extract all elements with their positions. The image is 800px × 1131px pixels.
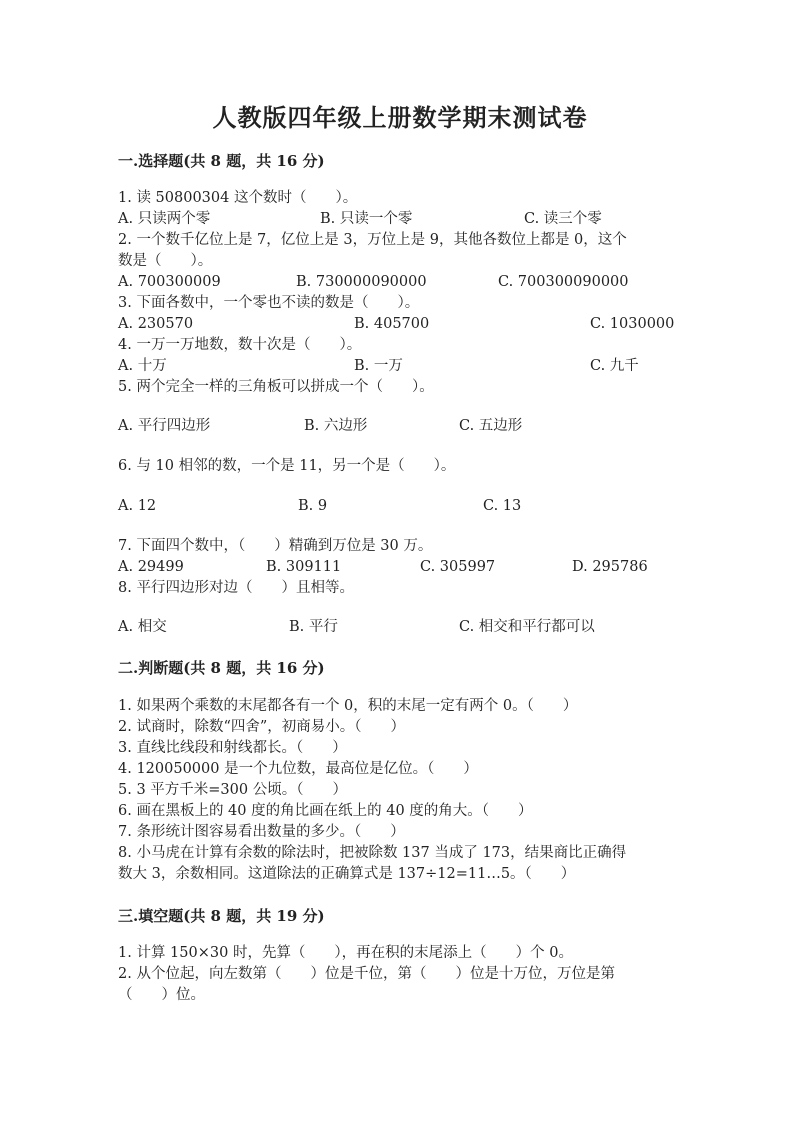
option: A. 230570 [118,316,194,332]
option: B. 平行 [289,619,338,635]
judge-item: 6. 画在黑板上的 40 度的角比画在纸上的 40 度的角大。（ ） [118,803,533,819]
option: C. 读三个零 [524,211,602,227]
option: B. 只读一个零 [320,211,413,227]
judge-item-continued: 数大 3，余数相同。这道除法的正确算式是 137÷12=11…5。（ ） [118,866,576,882]
option: B. 一万 [354,358,403,374]
option: C. 305997 [420,559,496,575]
judge-item: 3. 直线比线段和射线都长。（ ） [118,740,347,756]
question-stem: 7. 下面四个数中，（ ）精确到万位是 30 万。 [118,538,433,554]
option: B. 405700 [354,316,430,332]
option: C. 五边形 [459,418,523,434]
judge-item: 1. 如果两个乘数的末尾都各有一个 0，积的末尾一定有两个 0。（ ） [118,698,578,714]
option: A. 700300009 [118,274,221,290]
page-title: 人教版四年级上册数学期末测试卷 [212,103,588,132]
option: B. 730000090000 [296,274,427,290]
fill-item: 1. 计算 150×30 时，先算（ ），再在积的末尾添上（ ）个 0。 [118,945,574,961]
option: A. 只读两个零 [118,211,211,227]
section-heading-fill: 三.填空题(共 8 题，共 19 分) [118,907,325,925]
option: C. 1030000 [590,316,675,332]
option: B. 9 [298,498,328,514]
question-stem: 6. 与 10 相邻的数，一个是 11，另一个是（ ）。 [118,458,456,474]
question-stem: 3. 下面各数中，一个零也不读的数是（ ）。 [118,295,420,311]
option: C. 700300090000 [498,274,629,290]
question-stem: 4. 一万一万地数，数十次是（ ）。 [118,337,362,353]
question-stem: 1. 读 50800304 这个数时（ ）。 [118,190,358,206]
option: A. 相交 [118,619,167,635]
question-stem: 2. 一个数千亿位上是 7，亿位上是 3，万位上是 9，其他各数位上都是 0，这个 [118,232,627,248]
option: A. 29499 [118,559,184,575]
question-stem: 8. 平行四边形对边（ ）且相等。 [118,580,354,596]
option: C. 相交和平行都可以 [459,619,595,635]
question-stem: 5. 两个完全一样的三角板可以拼成一个（ ）。 [118,379,434,395]
option: C. 13 [483,498,522,514]
judge-item: 8. 小马虎在计算有余数的除法时，把被除数 137 当成了 173，结果商比正确得 [118,845,627,861]
fill-item: 2. 从个位起，向左数第（ ）位是千位，第（ ）位是十万位，万位是第 [118,966,615,982]
judge-item: 2. 试商时，除数“四舍”，初商易小。（ ） [118,719,406,735]
question-stem-continued: 数是（ ）。 [118,253,213,269]
fill-item-continued: （ ）位。 [118,987,205,1003]
section-heading-judge: 二.判断题(共 8 题，共 16 分) [118,659,325,677]
judge-item: 4. 120050000 是一个九位数，最高位是亿位。（ ） [118,761,478,777]
option: B. 309111 [266,559,342,575]
judge-item: 5. 3 平方千米=300 公顷。（ ） [118,782,347,798]
option: D. 295786 [572,559,648,575]
section-heading-choice: 一.选择题(共 8 题，共 16 分) [118,152,325,170]
option: A. 12 [118,498,157,514]
judge-item: 7. 条形统计图容易看出数量的多少。（ ） [118,824,405,840]
option: A. 平行四边形 [118,418,211,434]
option: C. 九千 [590,358,639,374]
option: B. 六边形 [304,418,368,434]
option: A. 十万 [118,358,167,374]
